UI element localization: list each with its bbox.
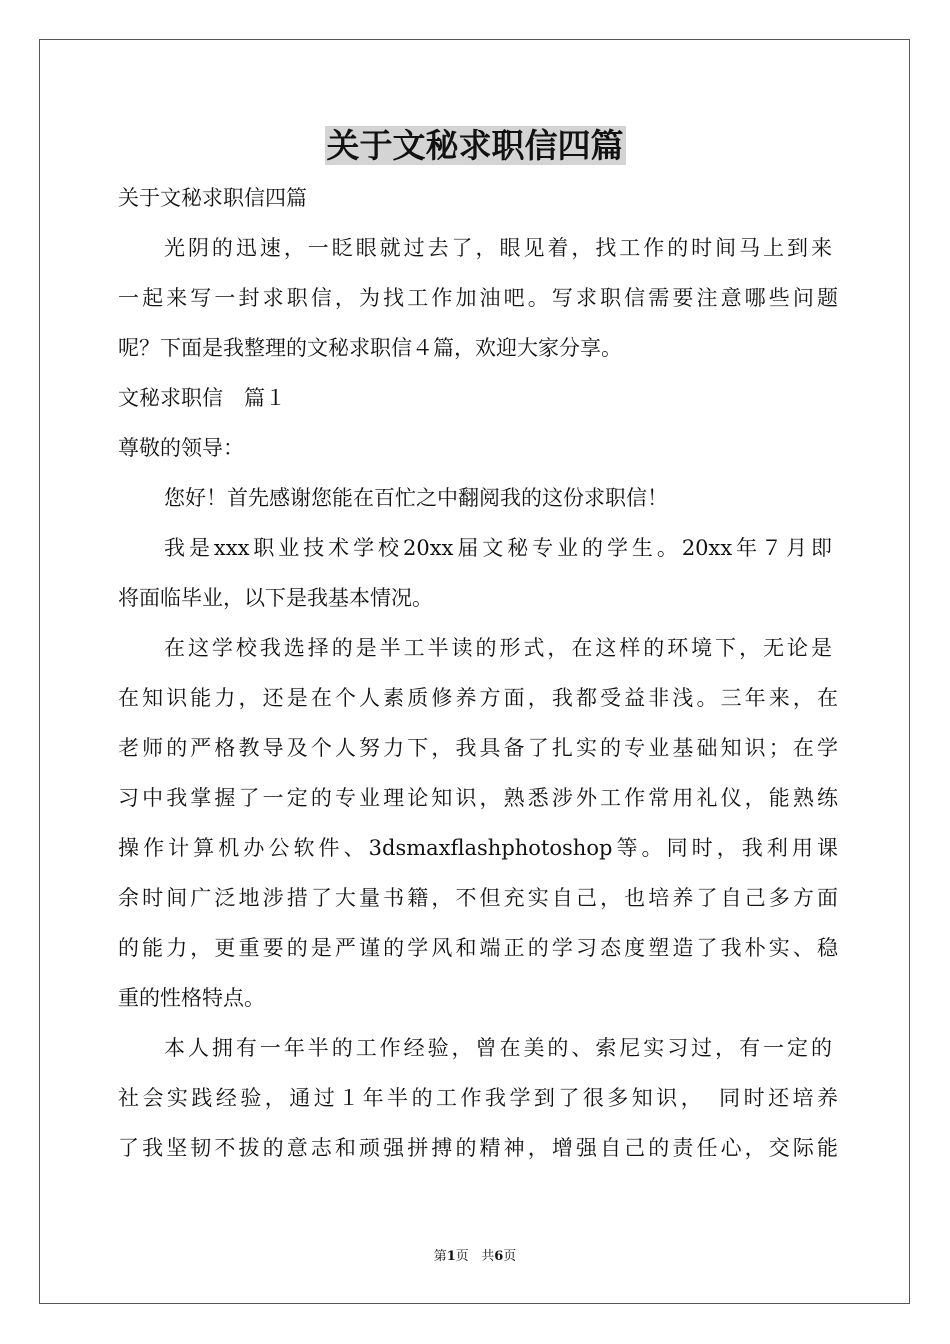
- intro-line-2: 一起来写一封求职信，为找工作加油吧。写求职信需要注意哪些问题: [118, 286, 838, 310]
- greeting-line: 您好！首先感谢您能在百忙之中翻阅我的这份求职信！: [164, 486, 668, 510]
- para3-line-1: 本人拥有一年半的工作经验，曾在美的、索尼实习过，有一定的: [164, 1036, 832, 1060]
- footer-page-number: 1: [446, 1249, 456, 1264]
- para1-line-2: 将面临毕业，以下是我基本情况。: [118, 586, 433, 610]
- para3-line-3: 了我坚韧不拔的意志和顽强拼搏的精神，增强自己的责任心，交际能: [118, 1136, 838, 1160]
- section-heading: 文秘求职信 篇１: [118, 386, 286, 410]
- page-footer: [0, 1248, 950, 1266]
- para2-line-3: 老师的严格教导及个人努力下，我具备了扎实的专业基础知识；在学: [118, 736, 838, 760]
- subtitle-line: 关于文秘求职信四篇: [118, 186, 307, 210]
- salutation: 尊敬的领导：: [118, 436, 244, 460]
- document-title-text: 关于文秘求职信四篇: [326, 126, 624, 165]
- para2-line-6: 余时间广泛地涉措了大量书籍，不但充实自己，也培养了自己多方面: [118, 886, 838, 910]
- para2-line-4: 习中我掌握了一定的专业理论知识，熟悉涉外工作常用礼仪，能熟练: [118, 786, 838, 810]
- para1-line-1: 我是xxx职业技术学校20xx届文秘专业的学生。20xx年７月即: [164, 536, 832, 560]
- para2-line-5: 操作计算机办公软件、3dsmaxflashphotoshop等。同时，我利用课: [118, 836, 838, 860]
- footer-total-prefix: 共: [481, 1249, 495, 1264]
- para2-line-7: 的能力，更重要的是严谨的学风和端正的学习态度塑造了我朴实、稳: [118, 936, 838, 960]
- footer-total-number: 6: [494, 1249, 504, 1264]
- intro-line-1: 光阴的迅速，一眨眼就过去了，眼见着，找工作的时间马上到来: [164, 236, 832, 260]
- para2-line-1: 在这学校我选择的是半工半读的形式，在这样的环境下，无论是: [164, 636, 832, 660]
- para2-line-2: 在知识能力，还是在个人素质修养方面，我都受益非浅。三年来，在: [118, 686, 838, 710]
- intro-line-3: 呢？下面是我整理的文秘求职信４篇，欢迎大家分享。: [118, 336, 622, 360]
- footer-total-suffix: 页: [503, 1249, 517, 1264]
- page-border: [39, 39, 910, 1304]
- footer-page-suffix: 页: [455, 1249, 469, 1264]
- footer-page-prefix: 第: [433, 1249, 447, 1264]
- para2-line-8: 重的性格特点。: [118, 986, 265, 1010]
- para3-line-2: 社会实践经验，通过１年半的工作我学到了很多知识， 同时还培养: [118, 1086, 838, 1110]
- document-title: [0, 124, 950, 168]
